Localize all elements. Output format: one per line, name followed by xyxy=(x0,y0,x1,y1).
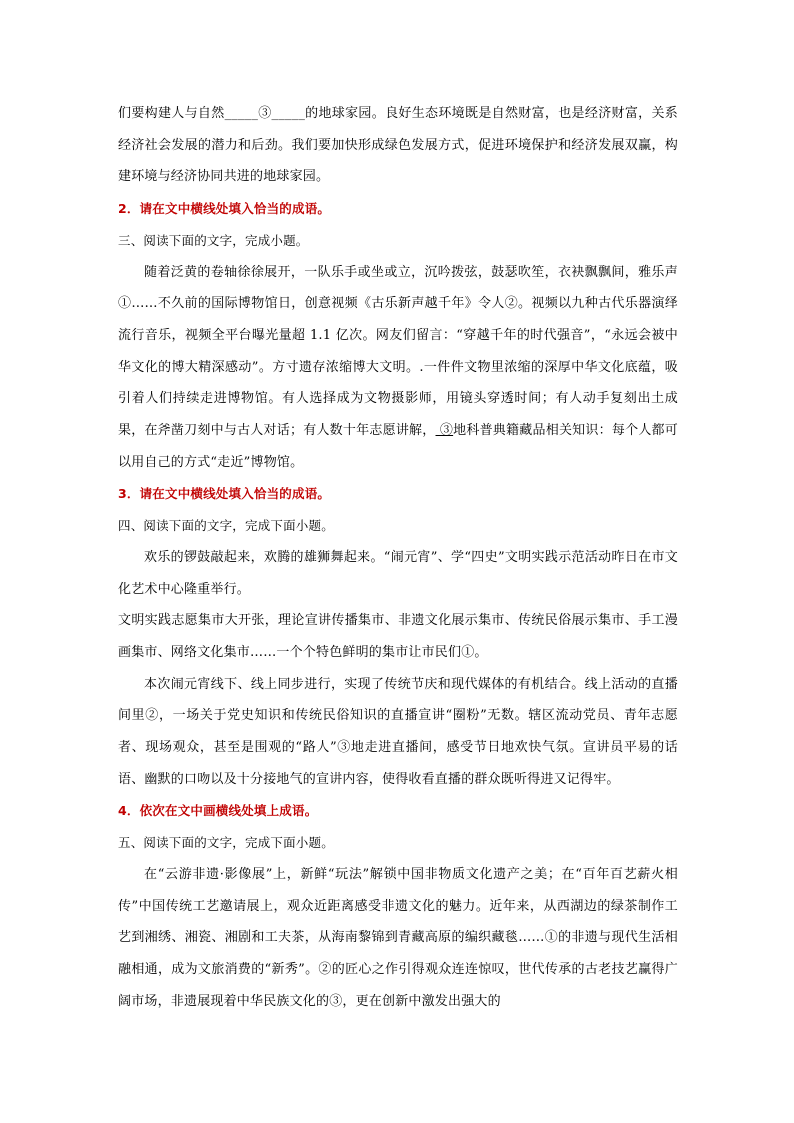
section3-paragraph xyxy=(118,257,678,479)
question-4: 4．依次在文中画横线处填上成语。 xyxy=(118,803,318,819)
section2-tail-paragraph xyxy=(118,98,678,193)
section3-heading: 三、阅读下面的文字，完成小题。 xyxy=(118,232,309,248)
question-2: 2．请在文中横线处填入恰当的成语。 xyxy=(118,201,331,217)
text-run: 随着泛黄的卷轴徐徐展开，一队乐手或坐或立，沉吟拨弦，鼓瑟吹笙，衣袂飘飘间，雅乐声①……不久前的国际博物馆日，创意视频《古乐新声越千年》令人②。视频以九种古代乐器演绎流行音乐，视频全平台曝光量超 1.1 亿次。网友们留言：“穿越千年的时代强音”，“永远会被中华文化的博大精深感动”。方寸遗存浓缩博大文明。.一件件文物里浓缩的深厚中华文化底蕴，吸引着人们持续走进博物馆。有人选择成为文物摄影师，用镜头穿透时间；有人动手复刻出土成果，在斧凿刀刻中与古人对话；有人数十年志愿讲解， xyxy=(118,264,678,439)
document-content xyxy=(118,98,678,1017)
section5-paragraph: 在“云游非遗·影像展”上，新鲜“玩法”解锁中国非物质文化遗产之美；在“百年百艺薪火相传”中国传统工艺邀请展上，观众近距离感受非遗文化的魅力。近年来，从西湖边的绿茶制作工艺到湘绣、湘瓷、湘剧和工夫茶，从海南黎锦到青藏高原的编织藏毯……①的非遗与现代生活相融相通，成为文旅消费的“新秀”。②的匠心之作引得观众连连惊叹，世代传承的古老技艺赢得广阔市场，非遗展现着中华民族文化的③，更在创新中激发出强大的 xyxy=(118,866,678,1009)
text-run: 的地球家园。良好生态环境既是自然财富，也是经济财富， xyxy=(305,106,652,121)
section5-heading: 五、阅读下面的文字，完成下面小题。 xyxy=(118,835,334,851)
text-run: 们要构建人与自然 xyxy=(118,106,225,121)
question-3: 3．请在文中横线处填入恰当的成语。 xyxy=(118,486,331,502)
section4-paragraph-3: 本次闹元宵线下、线上同步进行，实现了传统节庆和现代媒体的有机结合。线上活动的直播间里②，一场关于党史知识和传统民俗知识的直播宣讲“圈粉”无数。辖区流动党员、青年志愿者、现场观众，甚至是围观的“路人”③地走进直播间，感受节日地欢快气氛。宣讲员平易的话语、幽默的口吻以及十分接地气的宣讲内容，使得收看直播的群众既听得进又记得牢。 xyxy=(118,676,678,787)
blank-3: ③ xyxy=(435,423,454,439)
text-run: 关系经济社会发展的潜力和后劲。我们要加快形成绿色发展方式，促进环境保护和经济发 xyxy=(118,106,679,153)
blank-3: _____③_____ xyxy=(224,106,306,121)
text-run: 地科普典籍藏品相关知识：每个人都可以用自己的方式“走近”博物馆。 xyxy=(118,423,678,470)
section4-heading: 四、阅读下面的文字，完成下面小题。 xyxy=(118,518,334,534)
section4-paragraph-2: 文明实践志愿集市大开张，理论宣讲传播集市、非遗文化展示集市、传统民俗展示集市、手工漫画集市、网络文化集市……一个个特色鲜明的集市让市民们①。 xyxy=(118,613,678,660)
text-run: 展双赢，构建环境与经济协同共进的地球家园。 xyxy=(118,137,678,185)
section4-paragraph-1: 欢乐的锣鼓敲起来，欢腾的雄狮舞起来。“闹元宵”、学“四史”文明实践示范活动昨日在市文化艺术中心隆重举行。 xyxy=(118,549,678,597)
